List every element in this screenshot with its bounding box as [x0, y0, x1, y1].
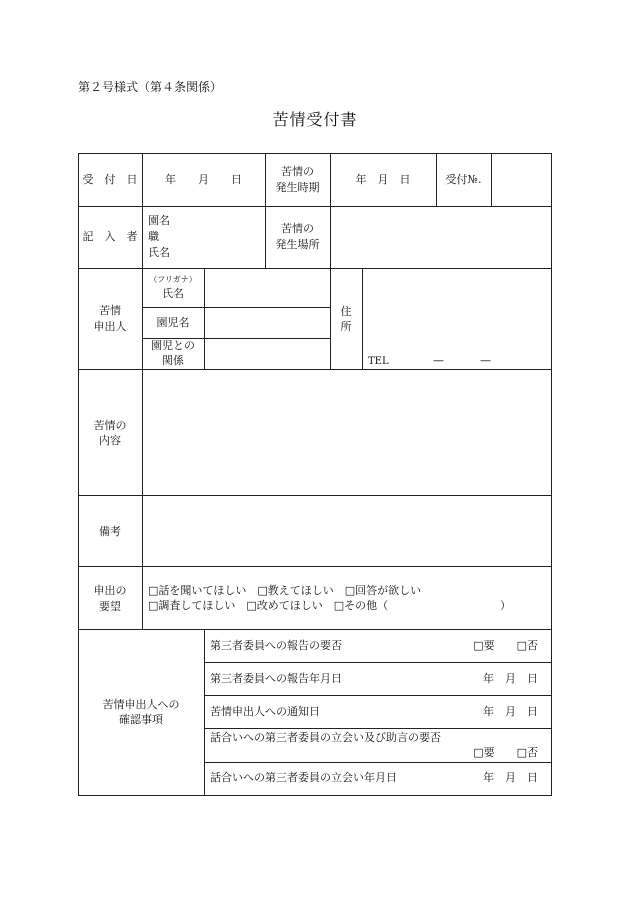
relation-field[interactable] [205, 339, 330, 369]
received-date-label: 受 付 日 [82, 173, 138, 186]
page-title: 苦情受付書 [272, 110, 358, 129]
applicant-name-label: 氏名 [162, 287, 184, 300]
occurrence-time-label-2: 発生時期 [275, 181, 320, 194]
address-label-1: 住 [340, 305, 352, 318]
confirm-item-checkbox[interactable]: □要 □否 [473, 746, 538, 759]
recorder-name-label: 氏名 [148, 246, 170, 259]
received-date-field[interactable]: 年 月 日 [165, 173, 242, 186]
remarks-label: 備考 [99, 525, 121, 538]
confirm-item-date[interactable]: 年 月 日 [483, 771, 538, 784]
form-number-label: 第２号様式（第４条関係） [78, 80, 223, 94]
confirm-item-text: 第三者委員への報告年月日 [210, 672, 342, 685]
request-label-1: 申出の [93, 584, 127, 597]
confirm-item-text: 話合いへの第三者委員の立会い及び助言の要否 [210, 731, 441, 744]
receipt-number-label: 受付№. [445, 173, 482, 186]
tel-dash-1: — [433, 354, 444, 367]
relation-label-2: 関係 [162, 354, 184, 367]
child-name-label: 園児名 [156, 316, 190, 329]
applicant-label-2: 申出人 [93, 320, 127, 333]
confirmation-label-1: 苦情申出人への [102, 698, 180, 711]
occurrence-place-field[interactable] [331, 207, 551, 267]
address-field[interactable] [363, 269, 551, 349]
tel-dash-2: — [480, 354, 491, 367]
occurrence-place-label-1: 苦情の [281, 222, 314, 235]
applicant-label-1: 苦情 [99, 304, 121, 317]
confirm-item-checkbox[interactable]: □要 □否 [473, 639, 538, 652]
occurrence-date-field[interactable]: 年 月 日 [355, 173, 411, 186]
occurrence-time-label-1: 苦情の [281, 165, 314, 178]
complaint-content-label-1: 苦情の [93, 419, 127, 432]
request-options-line-2[interactable]: □調査してほしい □改めてほしい □その他（ [148, 599, 389, 612]
confirm-item-text: 第三者委員への報告の要否 [210, 639, 342, 652]
confirm-item-date[interactable]: 年 月 日 [483, 705, 538, 718]
tel-label: TEL [368, 356, 389, 367]
child-name-field[interactable] [205, 308, 330, 338]
receipt-number-field[interactable] [492, 155, 551, 205]
relation-label-1: 園児との [151, 339, 195, 352]
confirmation-label-2: 確認事項 [119, 713, 163, 726]
recorder-label: 記 入 者 [82, 230, 138, 243]
recorder-school-label: 園名 [148, 214, 170, 227]
confirm-item-date[interactable]: 年 月 日 [483, 672, 538, 685]
occurrence-place-label-2: 発生場所 [275, 238, 320, 251]
furigana-label: （フリガナ） [149, 275, 197, 284]
applicant-name-field[interactable] [205, 269, 330, 307]
recorder-position-label: 職 [148, 230, 159, 243]
remarks-field[interactable] [143, 496, 551, 566]
request-options-line-1[interactable]: □話を聞いてほしい □教えてほしい □回答が欲しい [148, 584, 422, 597]
complaint-content-label-2: 内容 [99, 434, 121, 447]
complaint-content-field[interactable] [143, 370, 551, 495]
other-close-paren: ） [500, 599, 511, 612]
confirm-item-text: 話合いへの第三者委員の立会い年月日 [210, 771, 397, 784]
request-label-2: 要望 [99, 600, 121, 613]
address-label-2: 所 [340, 320, 352, 333]
confirm-item-text: 苦情申出人への通知日 [210, 705, 320, 718]
